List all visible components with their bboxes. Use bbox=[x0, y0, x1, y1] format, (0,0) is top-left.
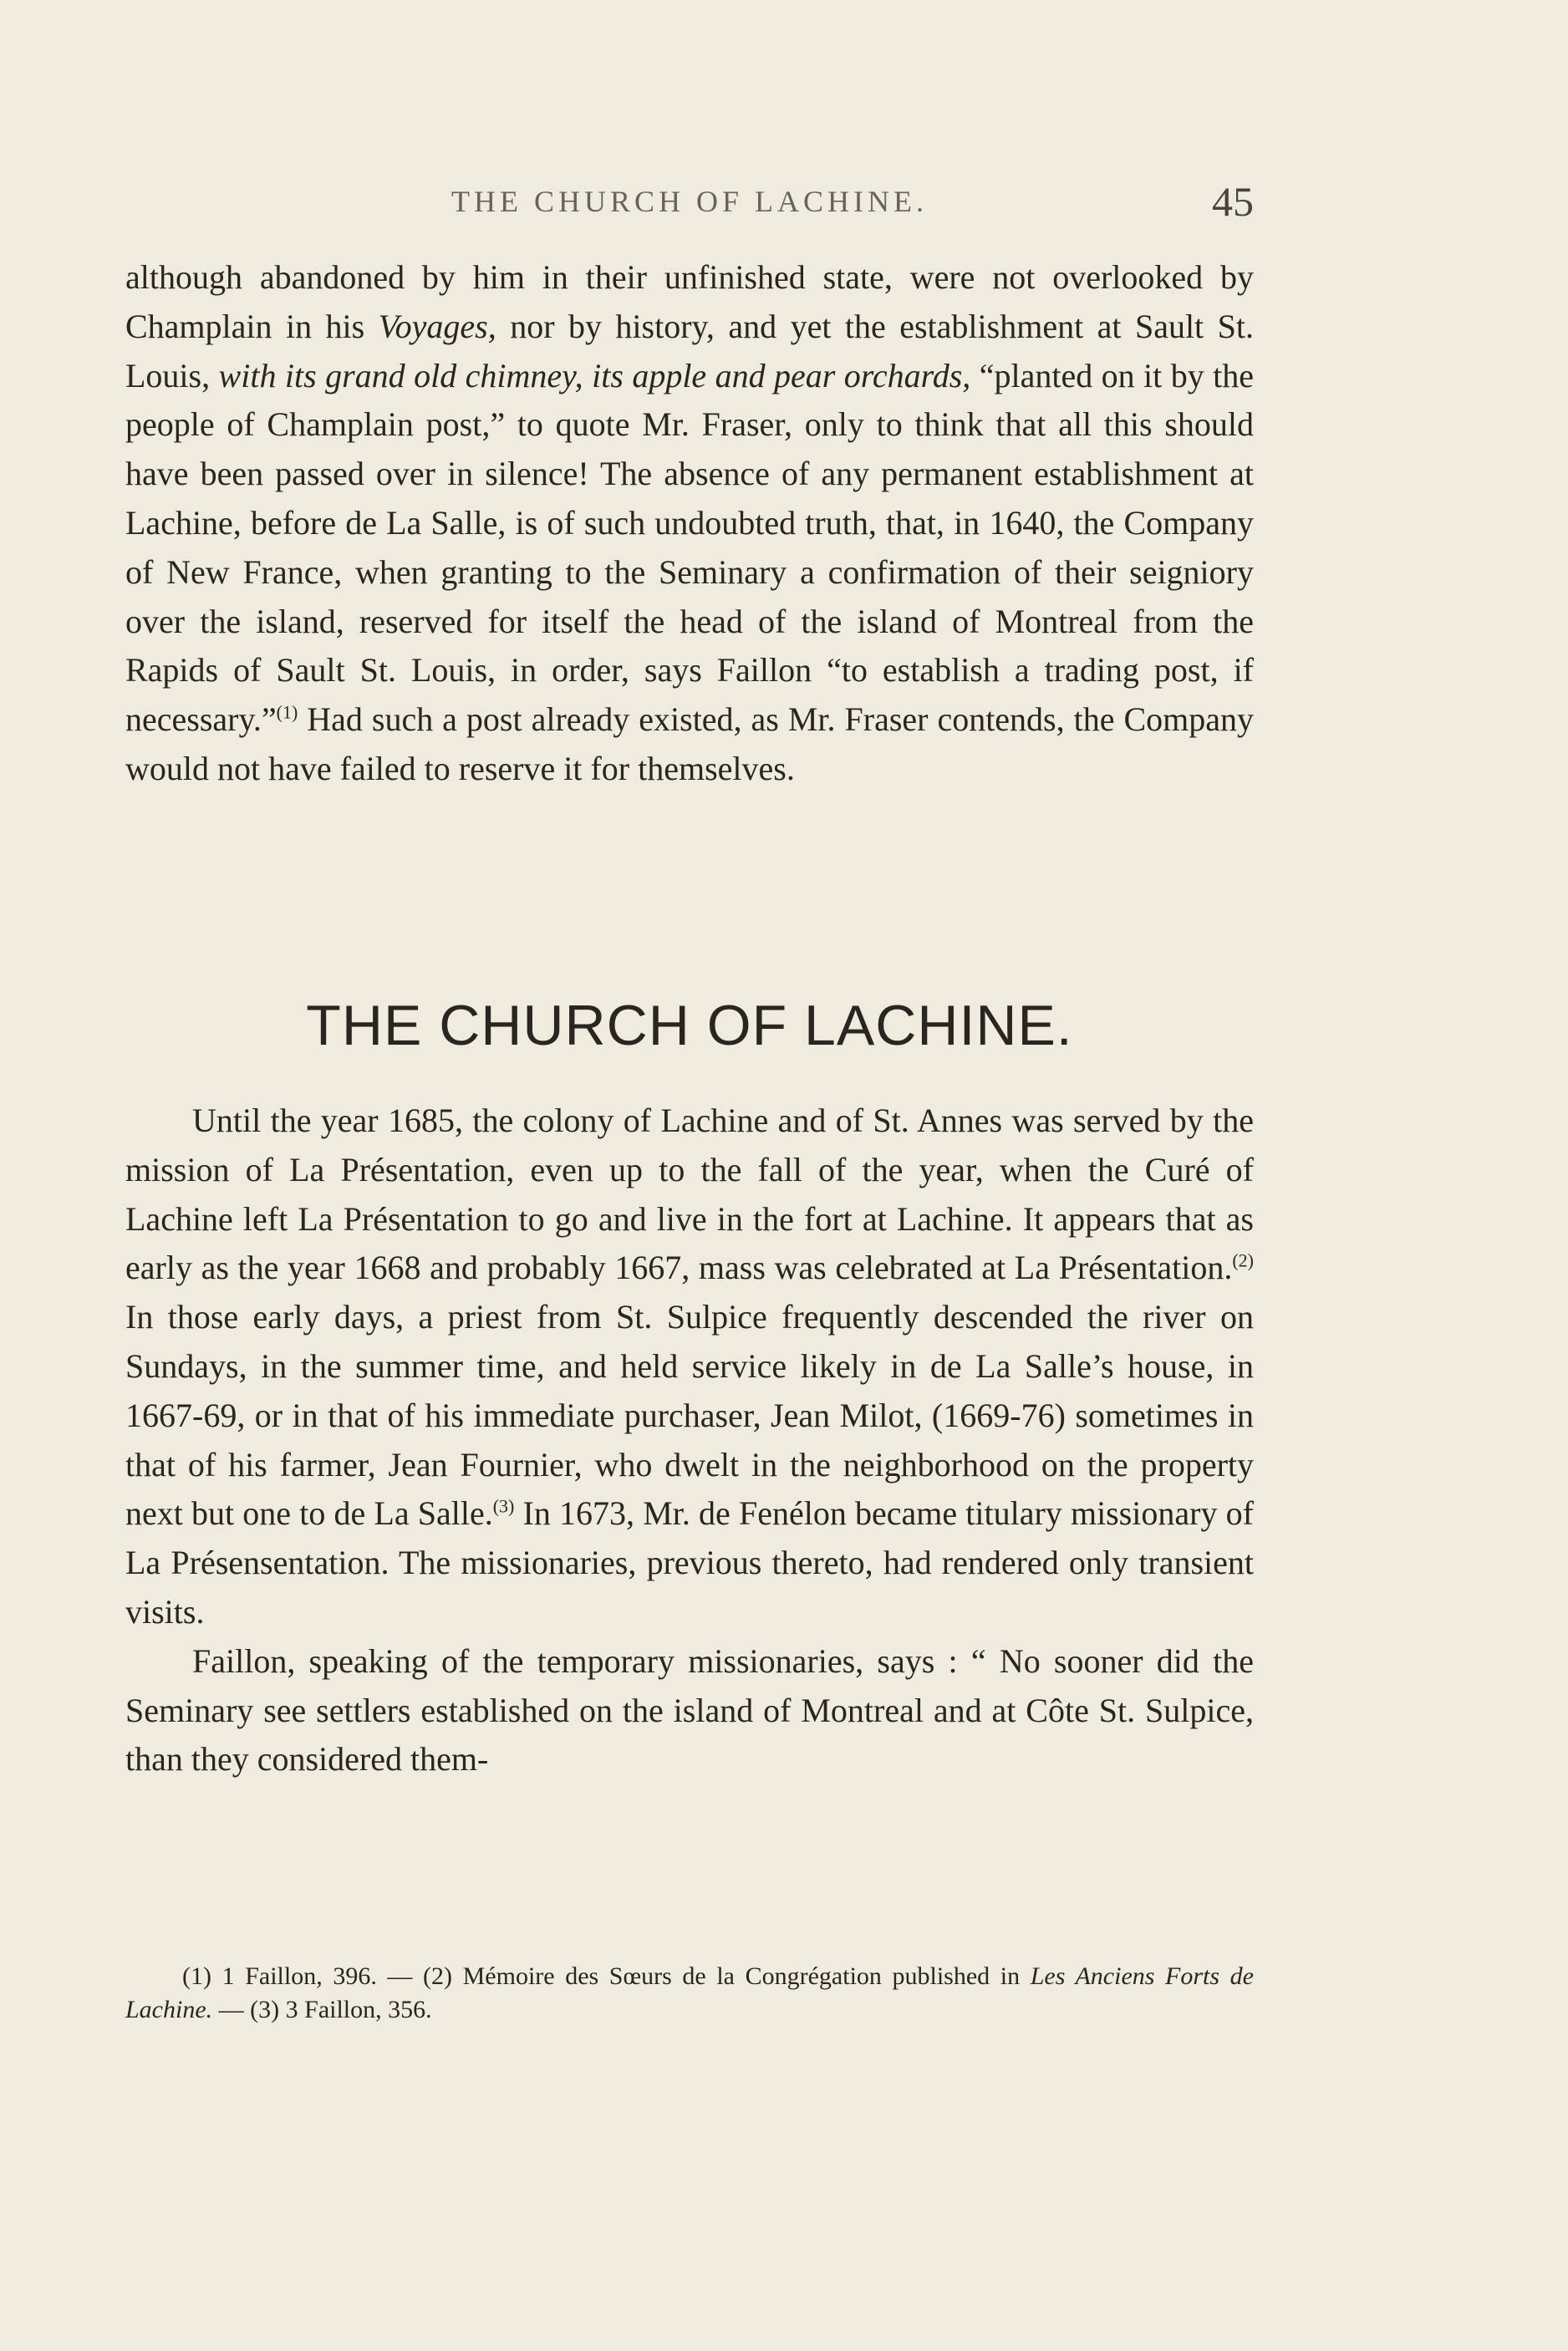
para1-italic-voyages: Voyages, bbox=[378, 307, 496, 345]
para1-text-2: nor by history, and yet the establishment at Sault St. Louis, bbox=[125, 307, 1254, 394]
para1-italic-chimney: with its grand old chimney, its apple and pear orchards, bbox=[218, 356, 971, 394]
para3-text-1: Faillon, speaking of the temporary missionaries, says : “ No sooner did the Seminary see settlers established on the island of Montreal and at Côte St. Sulpice, than they considered them- bbox=[125, 1641, 1254, 1779]
footnote-ref-3: (3) bbox=[492, 1496, 515, 1518]
section-body bbox=[125, 1097, 1254, 1784]
footnotes bbox=[125, 1960, 1254, 2027]
section-heading: THE CHURCH OF LACHINE. bbox=[306, 994, 1073, 1057]
footnote-italic-title: Les Anciens Forts de Lachine. bbox=[125, 1962, 1254, 2023]
footnote-text bbox=[125, 1960, 1254, 2027]
para2-text-1: Until the year 1685, the colony of Lachine and of St. Annes was served by the mission of La Présentation, even up to the fall of the year, when the Curé of Lachine left La Présentation to go and live in the fort at Lachine. It appears that as early as the year 1668 and probably 1667, mass was celebrated at La Présentation. bbox=[125, 1102, 1254, 1287]
page-number: 45 bbox=[1212, 178, 1254, 225]
paragraph-3 bbox=[125, 1637, 1254, 1784]
running-title: THE CHURCH OF LACHINE. bbox=[451, 185, 928, 218]
paragraph-2 bbox=[125, 1097, 1254, 1637]
footnote-ref-2: (2) bbox=[1232, 1250, 1254, 1272]
paragraph-continued bbox=[125, 253, 1254, 794]
para2-text-3: In 1673, Mr. de Fenélon became titulary missionary of La Présensentation. The missionaries, previous thereto, had rendered only transient visits. bbox=[125, 1494, 1254, 1631]
para1-text-1: although abandoned by him in their unfinished state, were not overlooked by Champlain in his bbox=[125, 258, 1254, 345]
footnote-text-1: (1) 1 Faillon, 396. — (2) Mémoire des Sœurs de la Congrégation published in bbox=[182, 1962, 1031, 1990]
para1-text-3: “planted on it by the people of Champlain post,” to quote Mr. Fraser, only to think that all this should have been passed over in silence! The absence of any permanent establishment at Lachine, before de La Salle, is of such undoubted truth, that, in 1640, the Company of New France, when granting to the Seminary a confirmation of their seigniory over the island, reserved for itself the head of the island of Montreal from the Rapids of Sault St. Louis, in order, says Faillon “to establish a trading post, if necessary.” bbox=[125, 356, 1254, 739]
paragraph-1 bbox=[125, 253, 1254, 794]
para2-text-2: In those early days, a priest from St. Sulpice frequently descended the river on Sundays, in the summer time, and held service likely in de La Salle’s house, in 1667-69, or in that of his immediate purchaser, Jean Milot, (1669-76) sometimes in that of his farmer, Jean Fournier, who dwelt in the neighborhood on the property next but one to de La Salle. bbox=[125, 1298, 1254, 1533]
footnote-text-2: — (3) 3 Faillon, 356. bbox=[212, 1996, 432, 2023]
footnote-ref-1: (1) bbox=[276, 701, 298, 723]
para1-text-4: Had such a post already existed, as Mr. Fraser contends, the Company would not have failed to reserve it for themselves. bbox=[125, 700, 1254, 787]
running-head bbox=[125, 177, 1254, 227]
